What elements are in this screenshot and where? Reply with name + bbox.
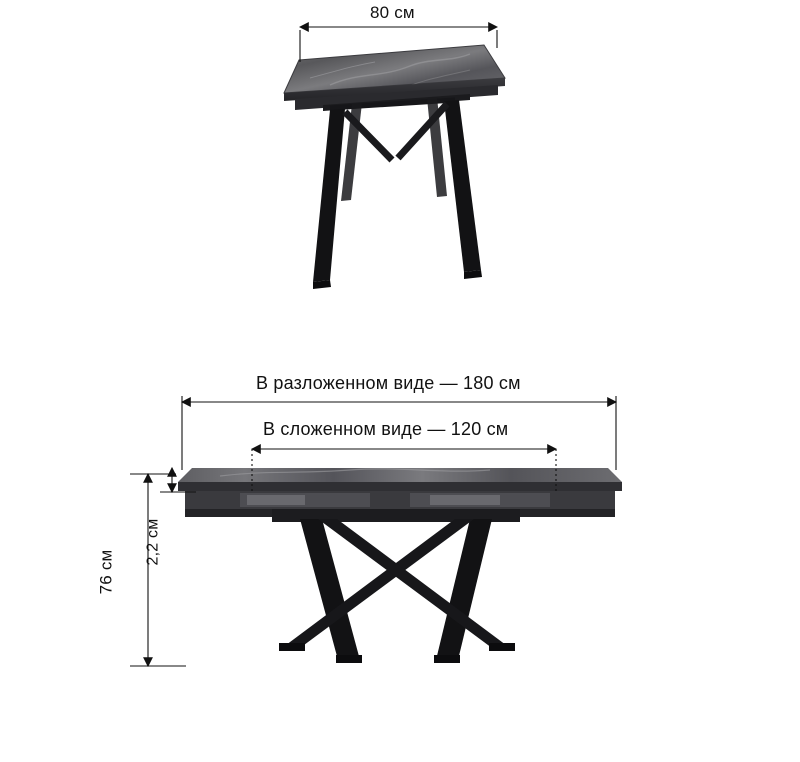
top-view-leg-front-left — [313, 109, 345, 282]
side-tabletop-edge — [178, 482, 622, 491]
extension-mechanism — [185, 491, 615, 509]
side-apron — [272, 509, 520, 522]
side-leg-right-rear — [318, 519, 510, 648]
folded-width-label: В сложенном виде — 120 см — [263, 419, 509, 439]
side-foot-center-right — [434, 655, 460, 663]
side-tabletop-surface — [178, 468, 622, 482]
top-view-underframe — [295, 85, 498, 110]
top-width-label: 80 см — [370, 3, 415, 22]
tabletop-surface — [284, 45, 505, 93]
tabletop-edge — [284, 78, 505, 101]
top-width-dimension — [300, 27, 497, 62]
height-dimension — [130, 474, 186, 666]
top-view-leg-rear-right — [427, 97, 447, 197]
top-view-table — [284, 45, 505, 289]
folded-width-dimension — [252, 449, 556, 492]
side-leg-left-rear — [282, 519, 474, 648]
extended-width-label: В разложенном виде — 180 см — [256, 373, 521, 393]
side-view-table — [178, 468, 622, 663]
top-view-leg-rear-left — [341, 103, 362, 201]
top-view-leg-front-right — [444, 100, 481, 272]
side-foot-center-left — [336, 655, 362, 663]
side-foot-left — [279, 643, 305, 651]
side-leg-right-front — [436, 519, 492, 660]
thickness-dimension — [160, 468, 196, 492]
side-foot-right — [489, 643, 515, 651]
thickness-label: 2,2 см — [144, 518, 162, 566]
side-leg-left-front — [300, 519, 360, 660]
height-label: 76 см — [96, 549, 116, 595]
